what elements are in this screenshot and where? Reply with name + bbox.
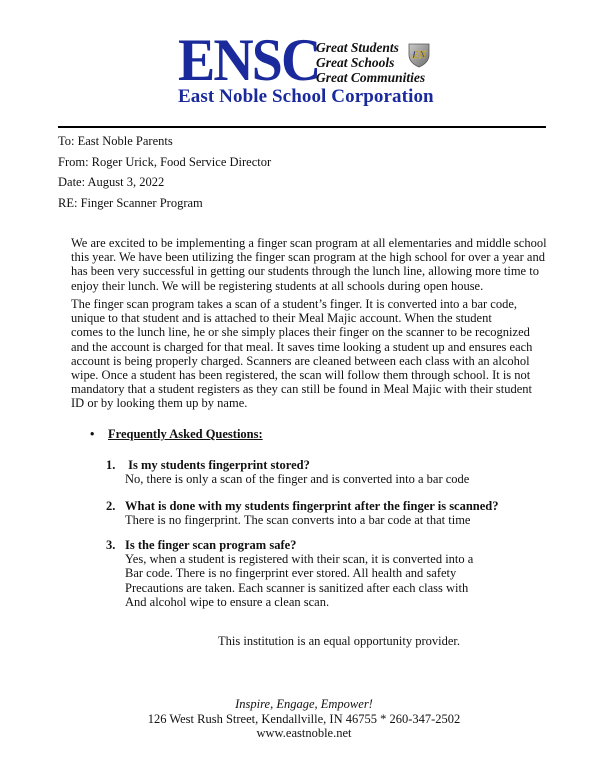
bullet-icon: • [90, 427, 95, 441]
equal-opportunity-statement: This institution is an equal opportunity provider. [218, 634, 460, 648]
intro-paragraph [71, 236, 551, 293]
paragraph-line: The finger scan program takes a scan of a student’s finger. It is converted into a bar code, [71, 297, 518, 311]
paragraph-line: ID or by looking them up by name. [71, 396, 248, 411]
footer-website: www.eastnoble.net [256, 726, 352, 740]
logo-letters: ENSC [178, 27, 320, 93]
memo-from: From: Roger Urick, Food Service Director [58, 154, 272, 169]
paragraph-line: this year. We have been utilizing the finger scan program at the high school for over a year and [71, 250, 545, 265]
svg-text:EN: EN [412, 50, 426, 61]
memo-header [58, 131, 271, 213]
faq-answer: No, there is only a scan of the finger and is converted into a bar code [125, 472, 470, 487]
memo-subject: RE: Finger Scanner Program [58, 195, 203, 210]
faq-question: Is the finger scan program safe? [125, 538, 297, 552]
faq-item [106, 538, 473, 609]
faq-heading-text: Frequently Asked Questions: [108, 427, 263, 441]
paragraph-line: wipe. Once a student has been registered, the scan will follow them through school. It is not [71, 368, 531, 383]
faq-number: 3. [106, 538, 116, 552]
faq-answer: Bar code. There is no fingerprint ever stored. All health and safety [125, 566, 457, 581]
paragraph-line: has been very successful in getting our students through the lunch line, allowing more time to [71, 264, 539, 279]
paragraph-line: account is being properly charged. Scanners are cleaned between each class with an alcohol [71, 353, 530, 368]
header-divider [58, 126, 546, 128]
faq-answer: Yes, when a student is registered with their scan, it is converted into a [125, 552, 474, 567]
ensc-logo [178, 27, 440, 108]
memo-date: Date: August 3, 2022 [58, 175, 165, 189]
shield-icon [407, 42, 431, 68]
tagline: Great Communities [316, 70, 426, 85]
faq-question: What is done with my students fingerprint after the finger is scanned? [125, 499, 499, 513]
paragraph-line: enjoy their lunch. We will be registering students at all schools during open house. [71, 278, 484, 293]
faq-item [106, 499, 499, 527]
program-paragraph [71, 297, 551, 411]
faq-answer: There is no fingerprint. The scan converts into a bar code at that time [125, 513, 471, 528]
paragraph-line: and the account is charged for that meal. It saves time looking a student up and ensures each [71, 339, 533, 354]
memo-to: To: East Noble Parents [58, 134, 173, 148]
faq-number: 1. [106, 458, 116, 472]
faq-answer: Precautions are taken. Each scanner is sanitized after each class with [125, 580, 469, 595]
faq-heading [90, 427, 263, 442]
paragraph-line: We are excited to be implementing a finger scan program at all elementaries and middle school [71, 236, 547, 250]
paragraph-line: unique to that student and is attached to their Meal Majic account. When the student [71, 311, 492, 326]
tagline: Great Schools [316, 55, 395, 70]
faq-answer: And alcohol wipe to ensure a clean scan. [125, 594, 330, 609]
footer-motto: Inspire, Engage, Empower! [235, 697, 373, 711]
faq-number: 2. [106, 499, 116, 513]
faq-item [106, 458, 469, 486]
footer [0, 697, 608, 741]
faq-question: Is my students fingerprint stored? [125, 458, 310, 472]
paragraph-line: mandatory that a student registers as they can still be found in Meal Majic with their student [71, 382, 532, 397]
tagline: Great Students [316, 40, 399, 55]
footer-address: 126 West Rush Street, Kendallville, IN 46755 * 260-347-2502 [147, 711, 461, 726]
organization-name: East Noble School Corporation [178, 86, 434, 107]
paragraph-line: comes to the lunch line, he or she simply places their finger on the scanner to be recognized [71, 325, 530, 340]
